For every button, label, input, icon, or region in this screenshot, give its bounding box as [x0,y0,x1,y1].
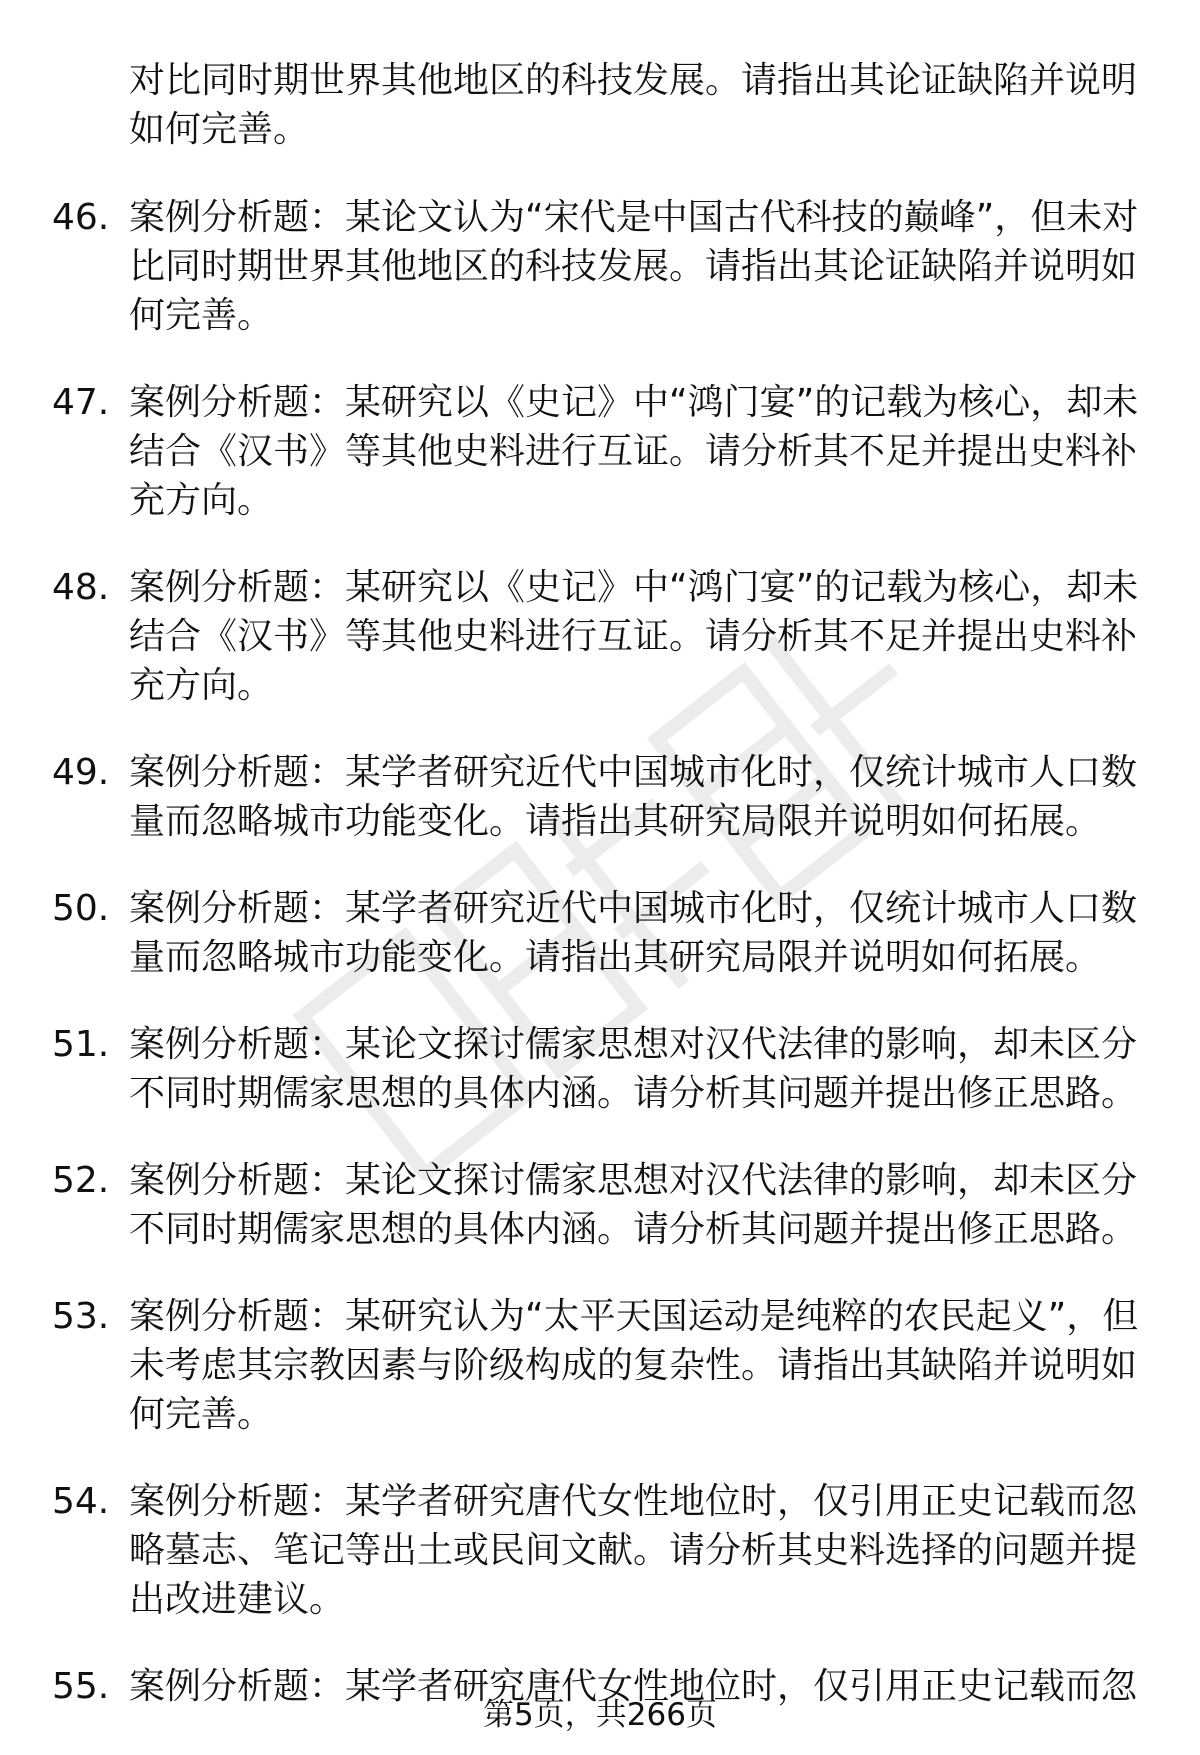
list-item [52,1292,1139,1439]
list-item [52,1477,1139,1624]
question-number: 48. [52,567,110,608]
question-text: 案例分析题：某研究认为“太平天国运动是纯粹的农民起义”，但未考虑其宗教因素与阶级构成的复杂性。请指出其缺陷并说明如何完善。 [129,1296,1139,1435]
question-text: 案例分析题：某研究以《史记》中“鸿门宴”的记载为核心，却未结合《汉书》等其他史料进行互证。请分析其不足并提出史料补充方向。 [129,382,1139,521]
list-item [52,193,1139,340]
question-number: 55. [52,1666,110,1707]
question-text: 案例分析题：某学者研究近代中国城市化时，仅统计城市人口数量而忽略城市功能变化。请指出其研究局限并说明如何拓展。 [129,752,1138,842]
question-text: 案例分析题：某论文认为“宋代是中国古代科技的巅峰”，但未对比同时期世界其他地区的科技发展。请指出其论证缺陷并说明如何完善。 [129,197,1139,336]
list-item [52,1156,1139,1254]
question-text: 案例分析题：某论文探讨儒家思想对汉代法律的影响，却未区分不同时期儒家思想的具体内涵。请分析其问题并提出修正思路。 [129,1160,1138,1250]
question-number: 47. [52,382,110,423]
question-text: 案例分析题：某研究以《史记》中“鸿门宴”的记载为核心，却未结合《汉书》等其他史料进行互证。请分析其不足并提出史料补充方向。 [129,567,1139,706]
question-text: 案例分析题：某论文探讨儒家思想对汉代法律的影响，却未区分不同时期儒家思想的具体内涵。请分析其问题并提出修正思路。 [129,1024,1138,1114]
question-number: 51. [52,1024,110,1065]
question-number: 54. [52,1481,110,1522]
question-number: 49. [52,752,110,793]
question-number: 50. [52,888,110,929]
continued-question-text: 对比同时期世界其他地区的科技发展。请指出其论证缺陷并说明如何完善。 [129,60,1138,150]
list-item [52,1020,1139,1118]
list-item [52,884,1139,982]
question-number: 46. [52,197,110,238]
page-number: 第5页，共266页 [483,1697,717,1733]
question-list [52,193,1139,1749]
question-text: 案例分析题：某学者研究唐代女性地位时，仅引用正史记载而忽略墓志、笔记等出土或民间文献。请分析其史料选择的问题并提出改进建议。 [129,1481,1138,1620]
question-text: 案例分析题：某学者研究唐代女性地位时，仅引用正史记载而忽 [129,1666,1138,1707]
question-number: 53. [52,1296,110,1337]
question-text: 案例分析题：某学者研究近代中国城市化时，仅统计城市人口数量而忽略城市功能变化。请指出其研究局限并说明如何拓展。 [129,888,1138,978]
list-item [52,378,1139,525]
list-item [52,748,1139,846]
list-item [52,563,1139,710]
question-number: 52. [52,1160,110,1201]
